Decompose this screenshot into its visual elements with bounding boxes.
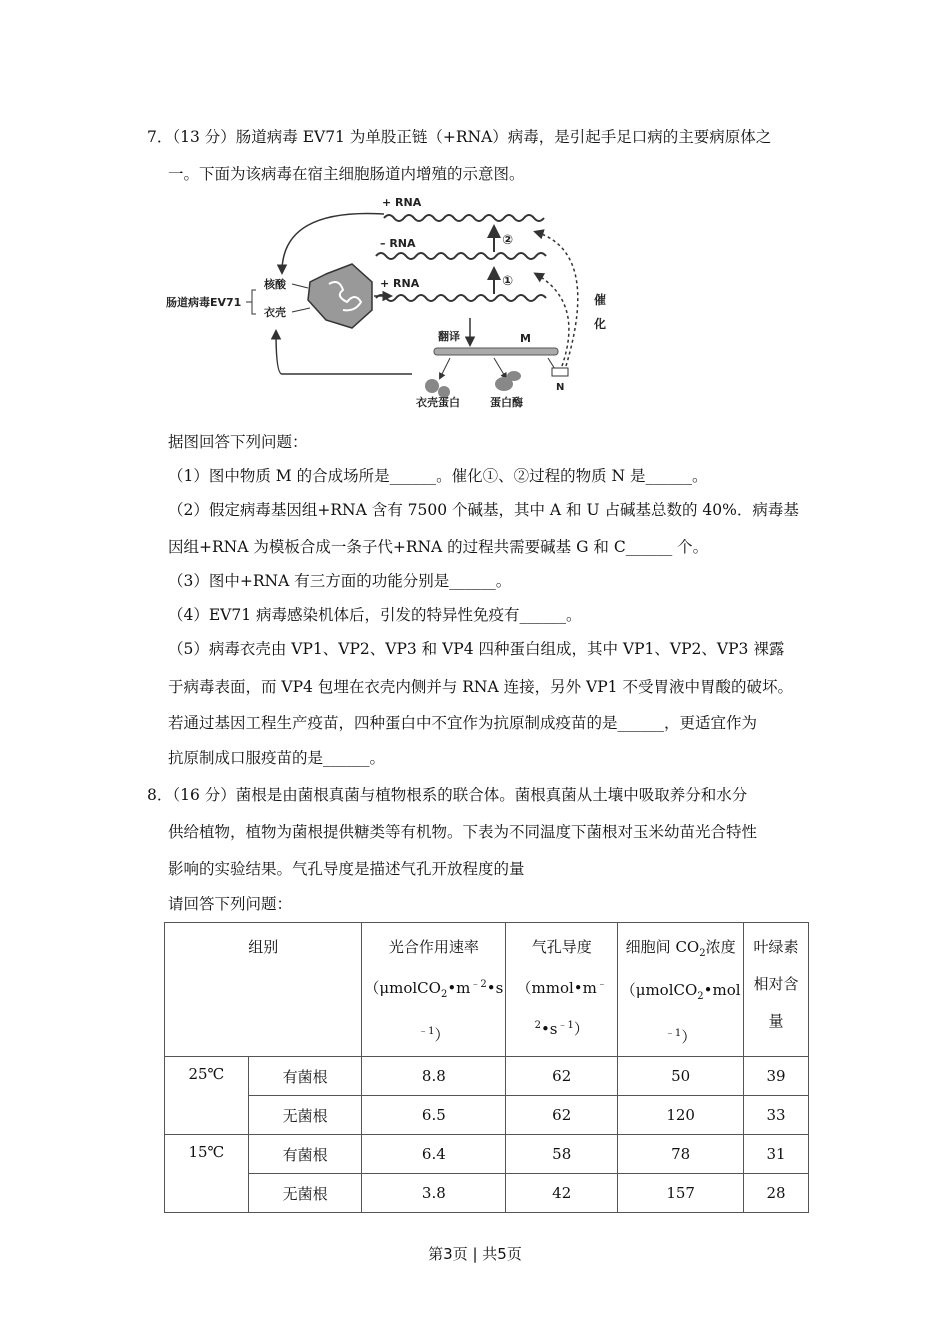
- q7-sub1: （1）图中物质 M 的合成场所是______。催化①、②过程的物质 N 是______。: [168, 467, 708, 485]
- cell-chl: 33: [744, 1096, 809, 1135]
- cell-co2: 78: [618, 1135, 744, 1174]
- table-row: [165, 1174, 809, 1213]
- cell-stoma: 62: [506, 1096, 618, 1135]
- mycorrhiza-table: [164, 922, 809, 1213]
- q7-sub4: （4）EV71 病毒感染机体后，引发的特异性免疫有______。: [168, 606, 582, 624]
- q8-intro: 请回答下列问题：: [168, 895, 293, 913]
- cell-photo: 6.4: [362, 1135, 506, 1174]
- cell-photo: 6.5: [362, 1096, 506, 1135]
- label-coat: 衣壳: [264, 306, 286, 319]
- label-coat-protein: 衣壳蛋白: [416, 396, 460, 409]
- label-rna-top: + RNA: [382, 196, 422, 209]
- q8-line2: 供给植物，植物为菌根提供糖类等有机物。下表为不同温度下菌根对玉米幼苗光合特性: [168, 823, 758, 841]
- q8-line3: 影响的实验结果。气孔导度是描述气孔开放程度的量: [168, 860, 525, 878]
- q7-sub5b: 于病毒表面，而 VP4 包埋在衣壳内侧并与 RNA 连接，另外 VP1 不受胃液中胃酸的破坏。: [168, 678, 793, 696]
- cell-co2: 50: [618, 1057, 744, 1096]
- cell-co2: 120: [618, 1096, 744, 1135]
- cell-temp: 25℃: [165, 1057, 249, 1135]
- cell-photo: 3.8: [362, 1174, 506, 1213]
- cell-stoma: 58: [506, 1135, 618, 1174]
- q7-sub5d: 抗原制成口服疫苗的是______。: [168, 749, 386, 767]
- header-group: 组别: [165, 923, 362, 1057]
- cell-photo: 8.8: [362, 1057, 506, 1096]
- label-translate: 翻译: [438, 330, 460, 343]
- polypeptide-m: [434, 348, 558, 355]
- label-virus: 肠道病毒EV71: [166, 296, 242, 309]
- cell-chl: 31: [744, 1135, 809, 1174]
- q7-sub5a: （5）病毒衣壳由 VP1、VP2、VP3 和 VP4 四种蛋白组成，其中 VP1、VP2、VP3 裸露: [168, 640, 785, 658]
- header-chlorophyll: 叶绿素 相对含 量: [744, 923, 809, 1057]
- label-m: M: [520, 332, 531, 345]
- cell-co2: 157: [618, 1174, 744, 1213]
- cell-stoma: 42: [506, 1174, 618, 1213]
- ev71-diagram: [164, 192, 614, 414]
- table-row: [165, 1135, 809, 1174]
- cell-group: 无菌根: [248, 1174, 362, 1213]
- cell-group: 有菌根: [248, 1135, 362, 1174]
- cell-group: 有菌根: [248, 1057, 362, 1096]
- label-catalyze-1: 催: [594, 293, 607, 307]
- cell-chl: 39: [744, 1057, 809, 1096]
- label-catalyze-2: 化: [594, 317, 607, 331]
- q7-sub2b: 因组+RNA 为模板合成一条子代+RNA 的过程共需要碱基 G 和 C______ 个。: [168, 538, 709, 556]
- header-stomatal: 气孔导度 （mmol•m﹣ $^2•s^{﹣1}$）: [506, 923, 618, 1057]
- q7-sub2a: （2）假定病毒基因组+RNA 含有 7500 个碱基，其中 A 和 U 占碱基总数的 40%．病毒基: [168, 501, 799, 519]
- wave-rna-mid: [376, 295, 546, 301]
- label-enzyme: 蛋白酶: [490, 396, 523, 409]
- table-row: [165, 1057, 809, 1096]
- page-footer: 第3页 | 共5页: [428, 1245, 522, 1263]
- label-step2: ②: [502, 233, 514, 248]
- q7-sub5c: 若通过基因工程生产疫苗，四种蛋白中不宜作为抗原制成疫苗的是______，更适宜作为: [168, 714, 758, 732]
- q8-line1: 8．（16 分）菌根是由菌根真菌与植物根系的联合体。菌根真菌从土壤中吸取养分和水分: [147, 786, 748, 804]
- cell-group: 无菌根: [248, 1096, 362, 1135]
- label-nucleic: 核酸: [264, 278, 286, 291]
- wave-rna-minus: [376, 253, 546, 259]
- q7-intro: 据图回答下列问题：: [168, 433, 308, 451]
- q7-line1: 7．（13 分）肠道病毒 EV71 为单股正链（+RNA）病毒，是引起手足口病的主要病原体之: [147, 128, 772, 146]
- header-co2: 细胞间 $CO_2$浓度 （μmolCO$_2$•mol $^{﹣1}$）: [618, 923, 744, 1057]
- q7-line2: 一。下面为该病毒在宿主细胞肠道内增殖的示意图。: [168, 165, 525, 183]
- label-step1: ①: [502, 274, 514, 289]
- header-photosynthesis: 光合作用速率 （$\mu molCO_2•m^{﹣2}•s$ $^{﹣1}$）: [362, 923, 506, 1057]
- table-row: [165, 1096, 809, 1135]
- q7-sub3: （3）图中+RNA 有三方面的功能分别是______。: [168, 572, 512, 590]
- cell-stoma: 62: [506, 1057, 618, 1096]
- wave-rna-top: [384, 215, 544, 221]
- cell-chl: 28: [744, 1174, 809, 1213]
- label-rna-mid: + RNA: [380, 277, 420, 290]
- label-rna-minus: – RNA: [380, 237, 416, 250]
- label-n: N: [556, 382, 565, 393]
- cell-temp: 15℃: [165, 1135, 249, 1213]
- table-header-row: [165, 923, 809, 1057]
